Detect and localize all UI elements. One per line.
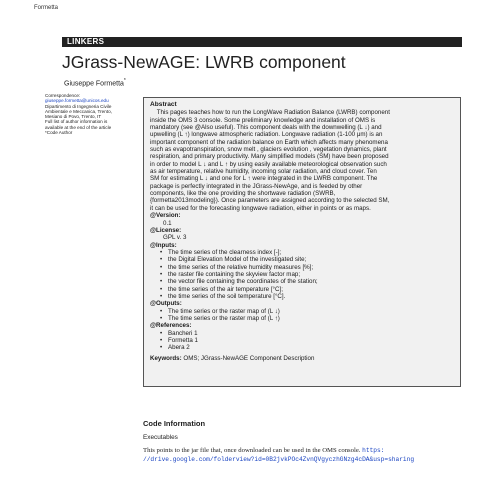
abstract-line: in order to model L ↓ and L ↑ by using easily available meteorological observation such [150, 160, 387, 168]
author-sidebar [45, 93, 133, 135]
executables-heading: Executables [143, 434, 178, 441]
author-name: Giuseppe Formetta [64, 80, 124, 88]
list-item: • Bancheri 1 [150, 330, 454, 337]
version-label: @Version: [150, 212, 181, 220]
sidebar-line: Full list of author information is [45, 119, 108, 125]
abstract-line: it can be used for the forecasting longwave radiation, either in points or as maps. [150, 204, 371, 212]
list-item: • Formetta 1 [150, 337, 454, 344]
abstract-line: mandatory (see @Also useful). This component deals with the downwelling (L ↓) and [150, 124, 382, 132]
abstract-line: This pages teaches how to run the LongWave Radiation Balance (LWRB) component [150, 109, 390, 117]
abstract-line: inside the OMS 3 console. Some preliminary knowledge and installation of OMS is [150, 116, 376, 124]
sidebar-line: available at the end of the article [45, 124, 112, 130]
outputs-list [150, 308, 454, 323]
keywords-label: Keywords: [150, 354, 182, 362]
author-mark: * [123, 78, 126, 84]
executables-text: This points to the jar file that, once downloaded can be used in the OMS console. [143, 447, 361, 454]
executables-paragraph [143, 446, 461, 464]
author-line [64, 78, 126, 87]
abstract-line: SM for estimating L ↓ and one for L ↑ were integrated in the LWRB component. The [150, 175, 378, 183]
executables-line [143, 446, 461, 455]
abstract-line: such as evapotranspiration, snow melt , glaciers evolution , vegetation dynamics, plant [150, 146, 387, 154]
list-item: • the time series of the relative humidity measures [%]; [150, 264, 454, 271]
abstract-line: {formetta2013modeling}). Once parameters are assigned according to the selected SM, [150, 197, 390, 205]
abstract-line: respiration, and primary productivity. Many simplified models (SM) have been proposed [150, 153, 389, 161]
inputs-list [150, 249, 454, 300]
list-item: • the Digital Elevation Model of the investigated site; [150, 256, 454, 263]
code-information-heading: Code Information [143, 419, 206, 428]
sidebar-line: Ambientale e Meccanica, Trento, [45, 108, 112, 114]
abstract-line: package is perfectly integrated in the JGrass-NewAge, and is feeded by other [150, 182, 363, 190]
abstract-heading: Abstract [150, 101, 177, 108]
sidebar-line: *Code Author [45, 130, 73, 136]
version-value: 0.1 [163, 219, 172, 227]
abstract-box [143, 97, 461, 387]
keywords-line [150, 355, 454, 362]
list-item: • The time series of the clearness index [-]; [150, 249, 454, 256]
keywords-value: OMS; JGrass-NewAGE Component Description [183, 354, 315, 362]
sidebar-line: Correspondence: [45, 93, 81, 98]
outputs-label: @Outputs: [150, 300, 182, 308]
references-list [150, 330, 454, 352]
list-item: • the time series of the air temperature [°C]; [150, 286, 454, 293]
paper-title: JGrass-NewAGE: LWRB component [62, 52, 346, 72]
sidebar-line: Mesiano di Povo, Trento, IT [45, 114, 102, 120]
running-head: Formetta [34, 5, 59, 11]
abstract-text [150, 109, 454, 212]
jar-download-link-start[interactable]: https: [362, 447, 385, 454]
abstract-line: components, like the one providing the shortwave radiation (SWRB, [150, 190, 336, 198]
inputs-label: @Inputs: [150, 241, 177, 249]
list-item: • the raster file containing the skyview factor map; [150, 271, 454, 278]
jar-download-link[interactable]: //drive.google.com/folderview?id=0B2jvkPOc4ZvnQVgyczhGNzg4cDA&usp=sharing [143, 456, 415, 463]
correspondence-email-link[interactable]: giuseppe.formetta@unicos.edu [45, 98, 109, 104]
section-label: LINKERS [62, 37, 462, 47]
list-item: • The time series or the raster map of (L ↓) [150, 308, 454, 315]
license-label: @License: [150, 226, 182, 234]
list-item: • the vector file containing the coordinates of the station; [150, 278, 454, 285]
sidebar-line: Dipartimento di Ingegneria Civile [45, 103, 112, 109]
list-item: • The time series or the raster map of (L ↑) [150, 315, 454, 322]
abstract-line: as air temperature, relative humidity, incoming solar radiation, and cloud cover. Ten [150, 168, 377, 176]
references-label: @References: [150, 322, 192, 330]
abstract-line: upwelling (L ↑) longwave atmospheric radiation. Longwave radiation (1-100 μm) is an [150, 131, 383, 139]
license-value: GPL v. 3 [163, 234, 187, 242]
list-item: • Abera 2 [150, 344, 454, 351]
list-item: • the time series of the soil temperature [°C]. [150, 293, 454, 300]
abstract-line: important component of the radiation balance on Earth which affects many phenomena [150, 138, 388, 146]
